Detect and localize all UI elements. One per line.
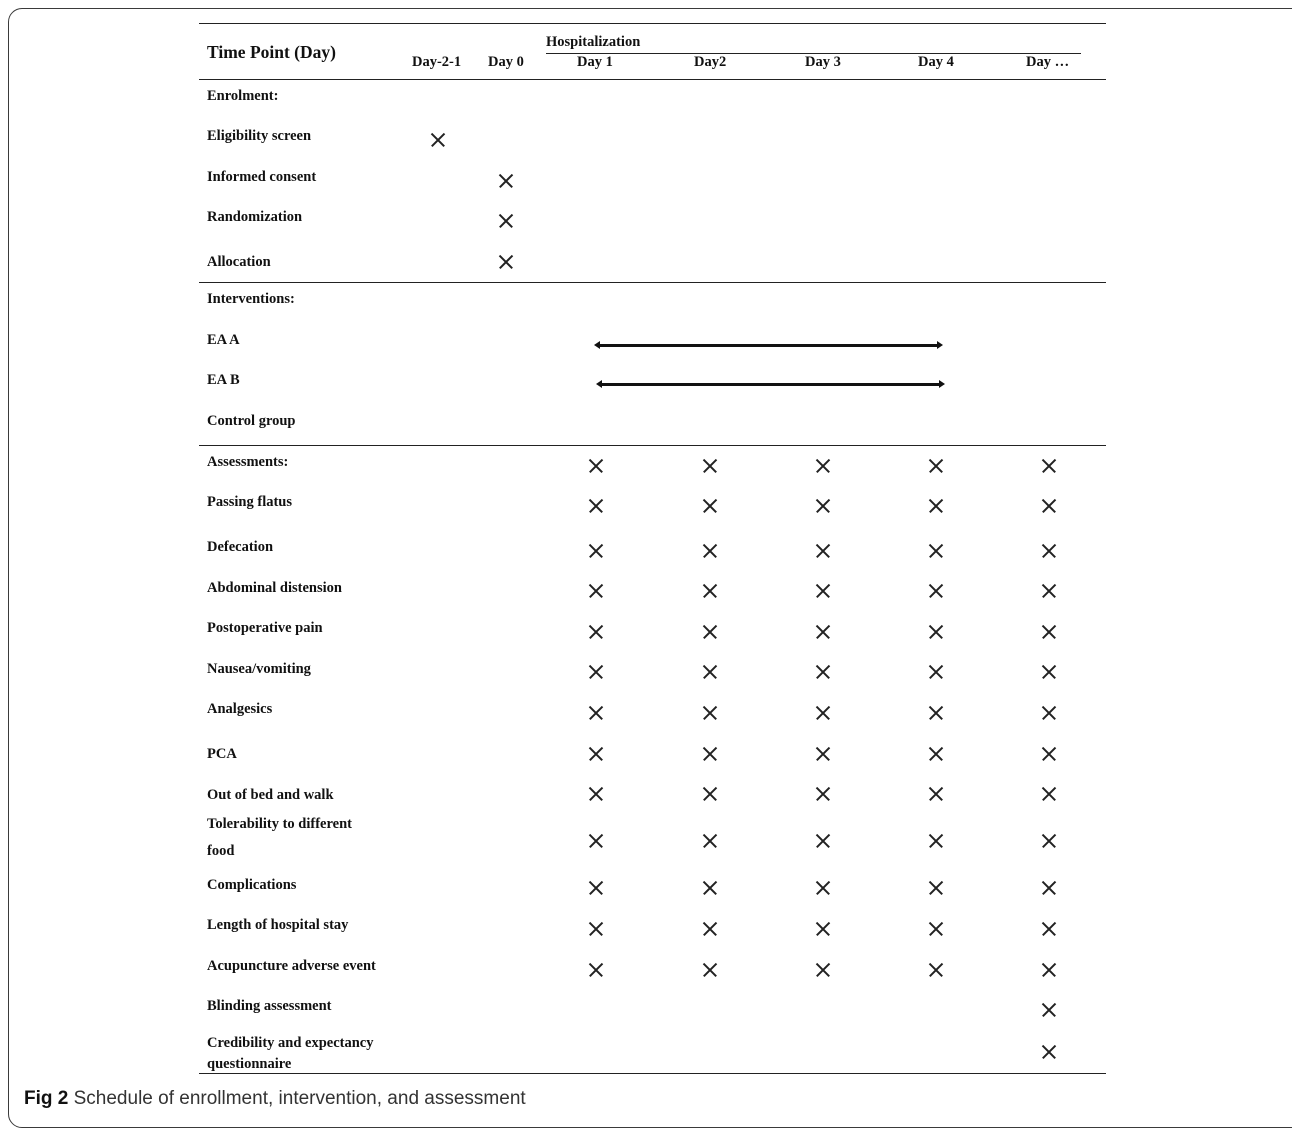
mark-x-enrolment-0-col-0 [430, 132, 446, 148]
mark-x-assessment-1-col-5 [928, 543, 944, 559]
mark-x-assessment-2-col-2 [588, 583, 604, 599]
row-label-tolerability-line-2: food [207, 843, 235, 859]
mark-x-assessment-3-col-5 [928, 624, 944, 640]
mark-x-assessment-11-col-3 [702, 962, 718, 978]
mark-x-assessments-heading-col-2 [588, 458, 604, 474]
mark-x-assessment-2-col-3 [702, 583, 718, 599]
mark-x-assessment-5-col-5 [928, 705, 944, 721]
interventions-bottom-rule [199, 445, 1106, 446]
mark-x-assessment-6-col-4 [815, 746, 831, 762]
mark-x-assessment-10-col-4 [815, 921, 831, 937]
figure-caption-text: Schedule of enrollment, intervention, and assessment [73, 1088, 526, 1109]
mark-x-assessment-4-col-3 [702, 664, 718, 680]
mark-x-assessment-5-col-2 [588, 705, 604, 721]
row-label-credibility-line-2: questionnaire [207, 1056, 292, 1072]
mark-x-assessment-10-col-2 [588, 921, 604, 937]
row-label-ea-a: EA A [207, 332, 240, 348]
mark-x-assessment-13-col-6 [1041, 1044, 1057, 1060]
mark-x-assessment-1-col-6 [1041, 543, 1057, 559]
mark-x-assessment-1-col-3 [702, 543, 718, 559]
mark-x-assessment-8-col-6 [1041, 833, 1057, 849]
mark-x-assessment-7-col-4 [815, 786, 831, 802]
mark-x-assessment-0-col-3 [702, 498, 718, 514]
mark-x-assessments-heading-col-4 [815, 458, 831, 474]
table-bottom-rule [199, 1073, 1106, 1074]
mark-x-assessment-3-col-3 [702, 624, 718, 640]
row-label-out-of-bed-and-walk: Out of bed and walk [207, 787, 334, 803]
column-header-day-3: Day 3 [805, 54, 841, 70]
mark-x-assessment-0-col-5 [928, 498, 944, 514]
mark-x-assessment-5-col-4 [815, 705, 831, 721]
section-heading-assessments: Assessments: [207, 454, 289, 470]
column-header-day-2: Day2 [694, 54, 727, 70]
mark-x-assessment-1-col-2 [588, 543, 604, 559]
mark-x-assessment-4-col-6 [1041, 664, 1057, 680]
mark-x-assessment-9-col-2 [588, 880, 604, 896]
mark-x-assessment-11-col-4 [815, 962, 831, 978]
mark-x-assessment-6-col-3 [702, 746, 718, 762]
mark-x-assessment-9-col-5 [928, 880, 944, 896]
mark-x-assessment-2-col-6 [1041, 583, 1057, 599]
mark-x-assessment-4-col-4 [815, 664, 831, 680]
mark-x-assessment-3-col-2 [588, 624, 604, 640]
mark-x-assessment-3-col-6 [1041, 624, 1057, 640]
section-heading-enrolment: Enrolment: [207, 88, 279, 104]
row-label-tolerability-line-1: Tolerability to different [207, 816, 352, 832]
mark-x-assessment-5-col-3 [702, 705, 718, 721]
mark-x-assessment-7-col-6 [1041, 786, 1057, 802]
row-label-eligibility-screen: Eligibility screen [207, 128, 312, 144]
mark-x-assessment-12-col-6 [1041, 1002, 1057, 1018]
mark-x-assessment-2-col-5 [928, 583, 944, 599]
mark-x-assessment-7-col-2 [588, 786, 604, 802]
mark-x-enrolment-1-col-1 [498, 173, 514, 189]
row-label-acupuncture-adverse-event: Acupuncture adverse event [207, 958, 376, 974]
mark-x-assessment-2-col-4 [815, 583, 831, 599]
mark-x-assessment-6-col-2 [588, 746, 604, 762]
mark-x-assessment-8-col-4 [815, 833, 831, 849]
mark-x-assessment-8-col-2 [588, 833, 604, 849]
mark-x-assessment-11-col-2 [588, 962, 604, 978]
row-label-ea-b: EA B [207, 372, 240, 388]
mark-x-assessment-4-col-5 [928, 664, 944, 680]
time-point-header: Time Point (Day) [207, 42, 336, 62]
mark-x-assessment-7-col-3 [702, 786, 718, 802]
mark-x-assessments-heading-col-3 [702, 458, 718, 474]
row-label-allocation: Allocation [207, 254, 271, 270]
row-label-postoperative-pain: Postoperative pain [207, 620, 323, 636]
mark-x-assessment-8-col-3 [702, 833, 718, 849]
mark-x-assessments-heading-col-5 [928, 458, 944, 474]
enrolment-bottom-rule [199, 282, 1106, 283]
mark-x-assessment-0-col-6 [1041, 498, 1057, 514]
row-label-randomization: Randomization [207, 209, 303, 225]
row-label-length-of-hospital-stay: Length of hospital stay [207, 917, 349, 933]
mark-x-enrolment-2-col-1 [498, 213, 514, 229]
figure-caption-label: Fig 2 [24, 1088, 69, 1109]
mark-x-assessment-8-col-5 [928, 833, 944, 849]
ea-b-duration-arrow [600, 383, 941, 386]
mark-x-assessment-10-col-5 [928, 921, 944, 937]
mark-x-assessment-0-col-4 [815, 498, 831, 514]
row-label-passing-flatus: Passing flatus [207, 494, 293, 510]
mark-x-assessment-1-col-4 [815, 543, 831, 559]
row-label-pca: PCA [207, 746, 237, 762]
mark-x-enrolment-3-col-1 [498, 254, 514, 270]
ea-a-duration-arrow [598, 344, 939, 347]
mark-x-assessment-5-col-6 [1041, 705, 1057, 721]
mark-x-assessment-9-col-4 [815, 880, 831, 896]
mark-x-assessment-6-col-5 [928, 746, 944, 762]
row-label-control-group: Control group [207, 413, 296, 429]
hospitalization-header: Hospitalization [546, 34, 641, 50]
row-label-complications: Complications [207, 877, 297, 893]
mark-x-assessment-4-col-2 [588, 664, 604, 680]
mark-x-assessment-11-col-6 [1041, 962, 1057, 978]
row-label-defecation: Defecation [207, 539, 274, 555]
mark-x-assessments-heading-col-6 [1041, 458, 1057, 474]
row-label-analgesics: Analgesics [207, 701, 273, 717]
mark-x-assessment-10-col-6 [1041, 921, 1057, 937]
column-header-day-4: Day 4 [918, 54, 954, 70]
section-heading-interventions: Interventions: [207, 291, 295, 307]
column-header-day-0: Day 0 [488, 54, 524, 70]
mark-x-assessment-10-col-3 [702, 921, 718, 937]
row-label-nausea-vomiting: Nausea/vomiting [207, 661, 311, 677]
mark-x-assessment-9-col-3 [702, 880, 718, 896]
row-label-informed-consent: Informed consent [207, 169, 317, 185]
mark-x-assessment-11-col-5 [928, 962, 944, 978]
row-label-abdominal-distension: Abdominal distension [207, 580, 342, 596]
mark-x-assessment-9-col-6 [1041, 880, 1057, 896]
row-label-credibility-line-1: Credibility and expectancy [207, 1035, 374, 1051]
figure-caption [24, 1088, 526, 1110]
mark-x-assessment-3-col-4 [815, 624, 831, 640]
column-header-day-2-1: Day-2-1 [412, 54, 462, 70]
mark-x-assessment-0-col-2 [588, 498, 604, 514]
mark-x-assessment-7-col-5 [928, 786, 944, 802]
row-label-blinding-assessment: Blinding assessment [207, 998, 332, 1014]
column-header-day-1: Day 1 [577, 54, 613, 70]
figure-frame [8, 8, 1292, 1128]
header-bottom-rule [199, 79, 1106, 80]
table-top-rule [199, 23, 1106, 24]
mark-x-assessment-6-col-6 [1041, 746, 1057, 762]
column-header-day-later: Day … [1026, 54, 1070, 70]
